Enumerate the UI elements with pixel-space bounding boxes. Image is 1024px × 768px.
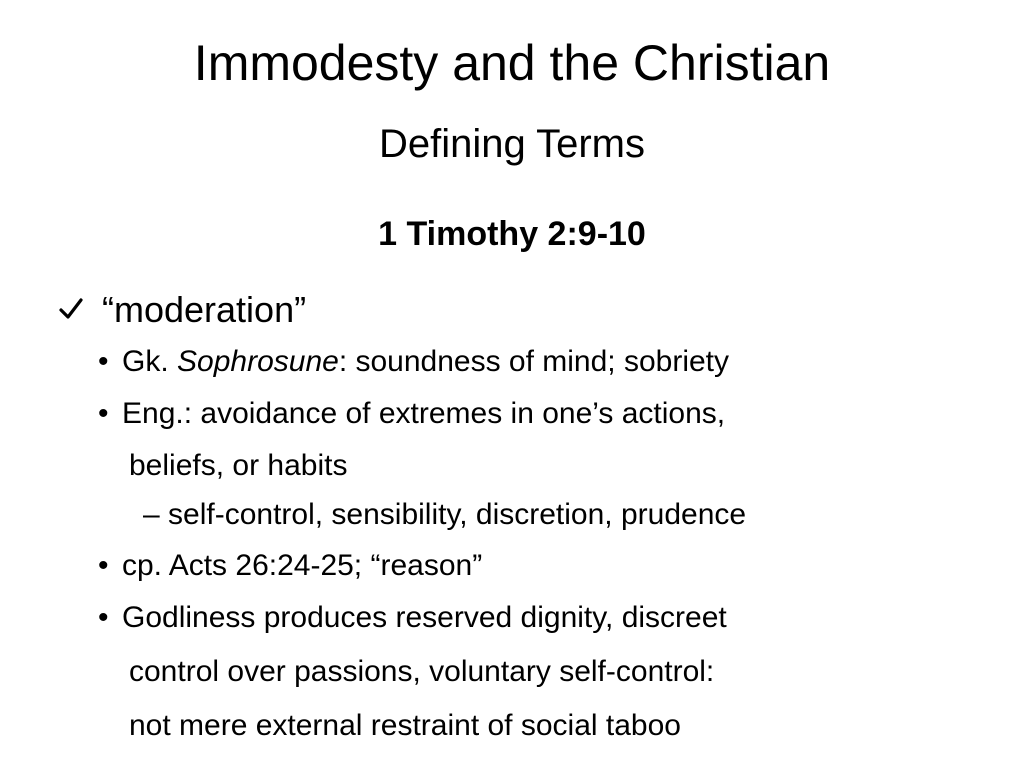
synonyms-text: self-control, sensibility, discretion, prudence xyxy=(168,498,747,531)
greek-term: Sophrosune xyxy=(177,345,339,378)
greek-prefix: Gk. xyxy=(122,345,178,378)
slide-title: Immodesty and the Christian xyxy=(193,35,831,91)
slide-subtitle: Defining Terms xyxy=(378,122,646,166)
check-icon-graphic xyxy=(58,296,84,322)
check-icon xyxy=(58,285,102,335)
main-point-text: “moderation” xyxy=(102,289,307,330)
dash-marker: – xyxy=(143,498,160,531)
list-item-continuation: not mere external restraint of social taboo xyxy=(129,709,681,742)
scripture-reference: 1 Timothy 2:9-10 xyxy=(378,215,646,253)
list-item xyxy=(98,342,729,382)
list-item xyxy=(98,598,727,638)
main-point xyxy=(58,285,306,335)
list-item-continuation: control over passions, voluntary self-control: xyxy=(129,655,715,688)
list-item xyxy=(98,546,482,586)
greek-definition: : soundness of mind; sobriety xyxy=(338,345,730,378)
godliness-text: Godliness produces reserved dignity, discreet xyxy=(122,601,727,634)
cross-reference: cp. Acts 26:24-25; “reason” xyxy=(122,549,483,582)
bullet-dot: • xyxy=(98,345,109,378)
list-item xyxy=(98,394,725,434)
bullet-dot: • xyxy=(98,601,109,634)
sub-list-item xyxy=(143,495,746,535)
bullet-dot: • xyxy=(98,549,109,582)
list-item-continuation: beliefs, or habits xyxy=(129,449,348,482)
bullet-dot: • xyxy=(98,397,109,430)
english-definition: Eng.: avoidance of extremes in one’s actions, xyxy=(122,397,726,430)
